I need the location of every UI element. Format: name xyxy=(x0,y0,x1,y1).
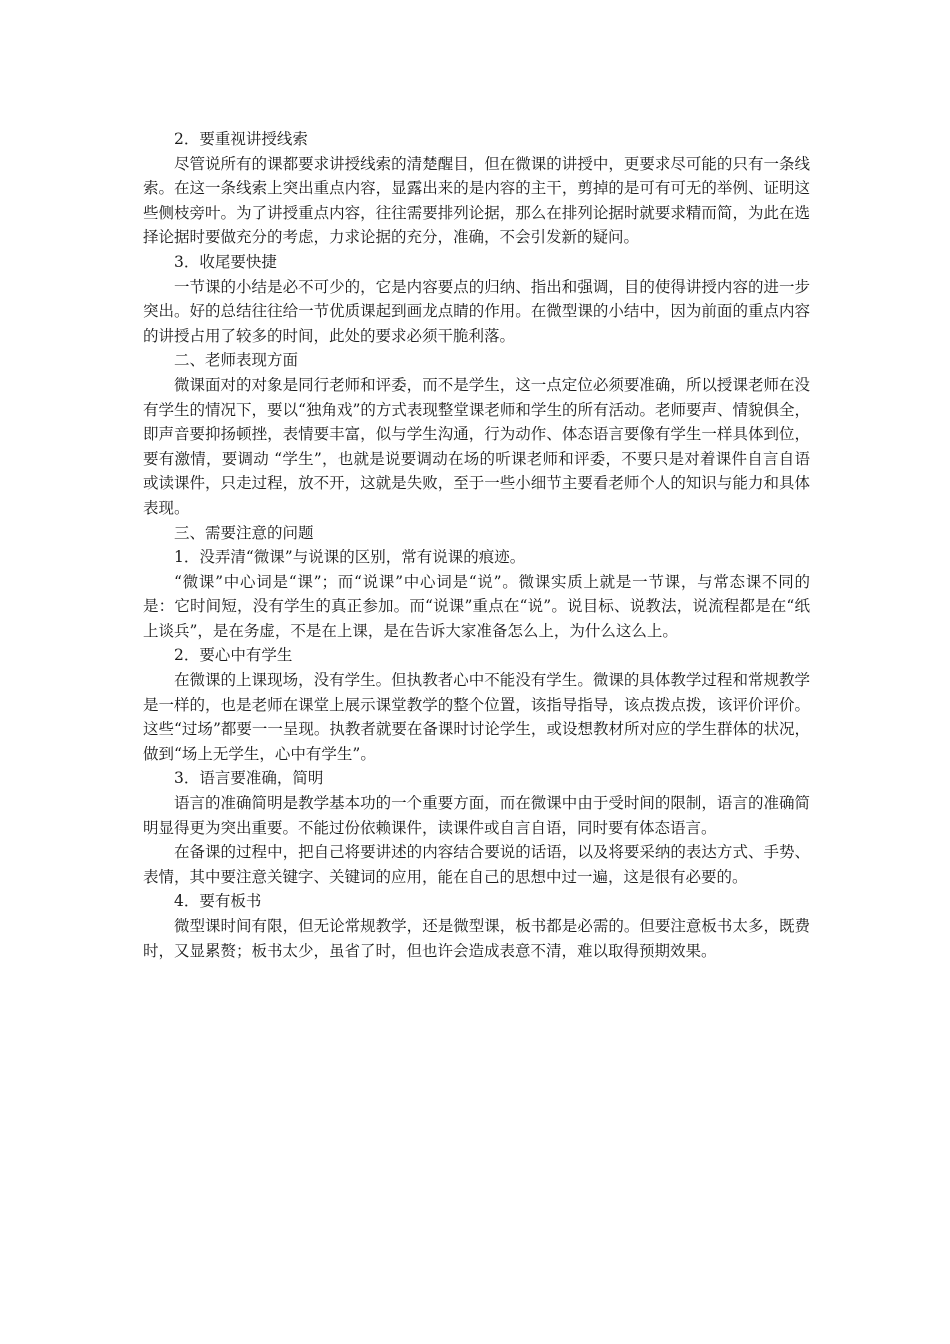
paragraph-issue-1: “微课”中心词是“课”；而“说课”中心词是“说”。微课实质上就是一节课，与常态课不同的是：它时间短，没有学生的真正参加。而“说课”重点在“说”。说目标、说教法，说流程都是在“纸上谈兵”，是在务虚，不是在上课，是在告诉大家准备怎么上，为什么这么上。 xyxy=(143,572,810,640)
section-heading-lecture-clue: 2．要重视讲授线索 xyxy=(174,130,308,148)
section-heading-ending: 3．收尾要快捷 xyxy=(174,252,277,271)
section-heading-issue-3: 3．语言要准确，简明 xyxy=(174,769,324,788)
paragraph-issue-3b: 在备课的过程中，把自己将要讲述的内容结合要说的话语，以及将要采纳的表达方式、手势、表情，其中要注意关键字、关键词的应用，能在自己的思想中过一遍，这是很有必要的。 xyxy=(143,843,810,886)
paragraph-issue-3a: 语言的准确简明是教学基本功的一个重要方面，而在微课中由于受时间的限制，语言的准确简明显得更为突出重要。不能过份依赖课件，读课件或自言自语，同时要有体态语言。 xyxy=(143,794,810,837)
paragraph-lecture-clue: 尽管说所有的课都要求讲授线索的清楚醒目，但在微课的讲授中，更要求尽可能的只有一条线索。在这一条线索上突出重点内容，显露出来的是内容的主干，剪掉的是可有可无的举例、证明这些侧枝旁叶。为了讲授重点内容，往往需要排列论据，那么在排列论据时就要求精而简，为此在选择论据时要做充分的考虑，力求论据的充分，准确，不会引发新的疑问。 xyxy=(143,154,810,247)
section-heading-issues: 三、需要注意的问题 xyxy=(174,523,314,542)
document-page xyxy=(143,127,810,963)
section-heading-issue-2: 2．要心中有学生 xyxy=(174,646,293,665)
paragraph-ending: 一节课的小结是必不可少的，它是内容要点的归纳、指出和强调，目的使得讲授内容的进一步突出。好的总结往往给一节优质课起到画龙点睛的作用。在微型课的小结中，因为前面的重点内容的讲授占用了较多的时间，此处的要求必须干脆利落。 xyxy=(143,277,810,345)
section-heading-teacher-performance: 二、老师表现方面 xyxy=(174,351,299,370)
paragraph-teacher-performance: 微课面对的对象是同行老师和评委，而不是学生，这一点定位必须要准确，所以授课老师在没有学生的情况下，要以“独角戏”的方式表现整堂课老师和学生的所有活动。老师要声、情貌俱全，即声音要抑扬顿挫，表情要丰富，似与学生沟通，行为动作、体态语言要像有学生一样具体到位，要有激情，要调动 “学生”，也就是说要调动在场的听课老师和评委，不要只是对着课件自言自语或读课件，只走过程，放不开，这就是失败，至于一些小细节主要看老师个人的知识与能力和具体表现。 xyxy=(143,375,810,517)
paragraph-issue-2: 在微课的上课现场，没有学生。但执教者心中不能没有学生。微课的具体教学过程和常规教学是一样的，也是老师在课堂上展示课堂教学的整个位置，该指导指导，该点拨点拨，该评价评价。这些“过场”都要一一呈现。执教者就要在备课时讨论学生，或设想教材所对应的学生群体的状况，做到“场上无学生，心中有学生”。 xyxy=(143,671,810,763)
section-heading-issue-4: 4．要有板书 xyxy=(174,892,262,911)
paragraph-issue-4: 微型课时间有限，但无论常规教学，还是微型课，板书都是必需的。但要注意板书太多，既费时，又显累赘；板书太少，虽省了时，但也许会造成表意不清，难以取得预期效果。 xyxy=(143,917,810,960)
section-heading-issue-1: 1．没弄清“微课”与说课的区别，常有说课的痕迹。 xyxy=(174,548,526,567)
